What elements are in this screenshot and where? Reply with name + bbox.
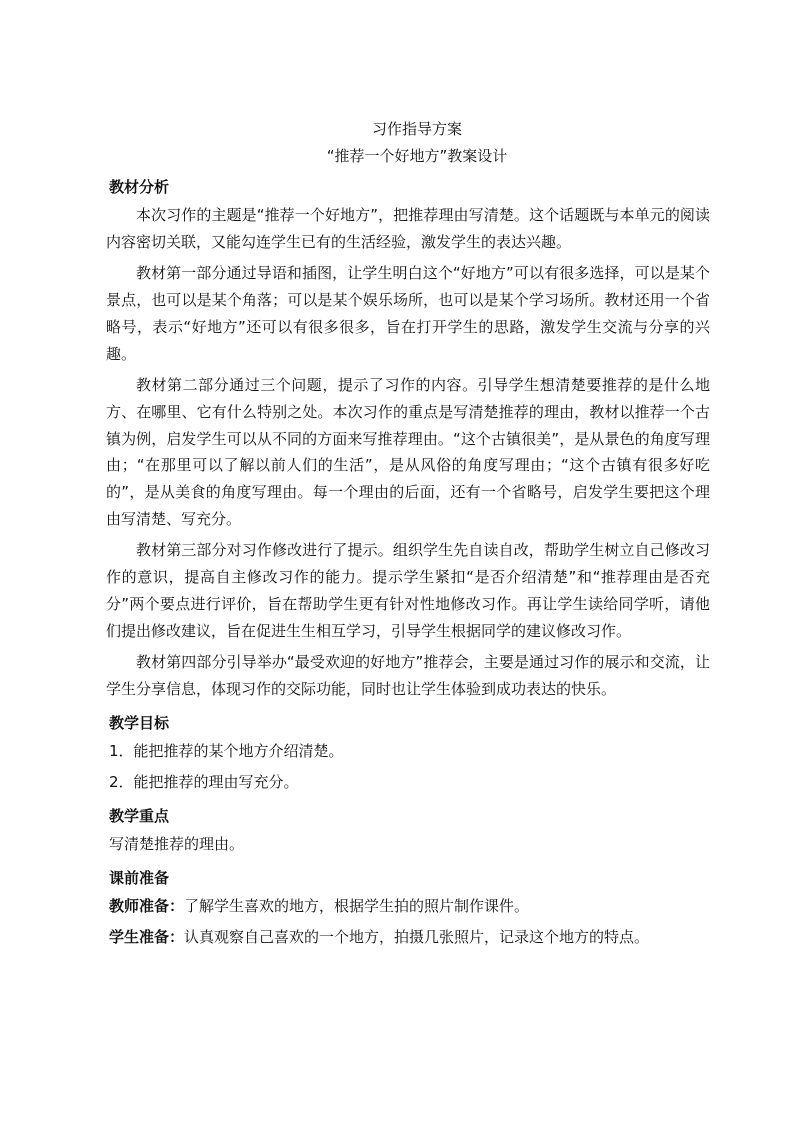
section-heading-goals: 教学目标 (109, 713, 170, 732)
analysis-paragraph: 教材第一部分通过导语和插图，让学生明白这个“好地方”可以有很多选择，可以是某个景点，也可以是某个角落；可以是某个娱乐场所，也可以是某个学习场所。教材还用一个省略号，表示“好地方”还可以有很多很多，旨在打开学生的思路，激发学生交流与分享的兴趣。 (106, 264, 710, 363)
document-title: 习作指导方案 (371, 120, 462, 138)
student-prep (106, 924, 710, 951)
teacher-prep (106, 893, 710, 920)
student-prep-text: 认真观察自己喜欢的一个地方，拍摄几张照片，记录这个地方的特点。 (184, 928, 650, 947)
focus-text: 写清楚推荐的理由。 (109, 835, 245, 854)
analysis-paragraph: 教材第二部分通过三个问题，提示了习作的内容。引导学生想清楚要推荐的是什么地方、在哪里、它有什么特别之处。本次习作的重点是写清楚推荐的理由，教材以推荐一个古镇为例，启发学生可以从不同的方面来写推荐理由。“这个古镇很美”，是从景色的角度写理由；“在那里可以了解以前人们的生活”，是从风俗的角度写理由；“这个古镇有很多好吃的”，是从美食的角度写理由。每一个理由的后面，还有一个省略号，启发学生要把这个理由写清楚、写充分。 (106, 376, 710, 528)
analysis-paragraph: 教材第四部分引导举办“最受欢迎的好地方”推荐会，主要是通过习作的展示和交流，让学生分享信息，体现习作的交际功能，同时也让学生体验到成功表达的快乐。 (106, 653, 710, 698)
analysis-paragraph: 教材第三部分对习作修改进行了提示。组织学生先自读自改，帮助学生树立自己修改习作的意识，提高自主修改习作的能力。提示学生紧扣“是否介绍清楚”和“推荐理由是否充分”两个要点进行评价，旨在帮助学生更有针对性地修改习作。再让学生读给同学听，请他们提出修改建议，旨在促进生生相互学习，引导学生根据同学的建议修改习作。 (106, 541, 710, 640)
section-heading-focus: 教学重点 (109, 807, 170, 826)
goal-item: 1．能把推荐的某个地方介绍清楚。 (109, 741, 344, 760)
student-prep-label: 学生准备： (109, 928, 185, 947)
section-heading-prep: 课前准备 (109, 868, 170, 887)
teacher-prep-text: 了解学生喜欢的地方，根据学生拍的照片制作课件。 (184, 896, 530, 915)
document-subtitle: “推荐一个好地方”教案设计 (326, 147, 508, 165)
teacher-prep-label: 教师准备： (109, 896, 185, 915)
section-heading-analysis: 教材分析 (109, 178, 170, 196)
goal-item: 2．能把推荐的理由写充分。 (109, 773, 299, 792)
analysis-paragraph: 本次习作的主题是“推荐一个好地方”，把推荐理由写清楚。这个话题既与本单元的阅读内容密切关联，又能勾连学生已有的生活经验，激发学生的表达兴趣。 (106, 206, 710, 251)
document-body (106, 116, 710, 956)
